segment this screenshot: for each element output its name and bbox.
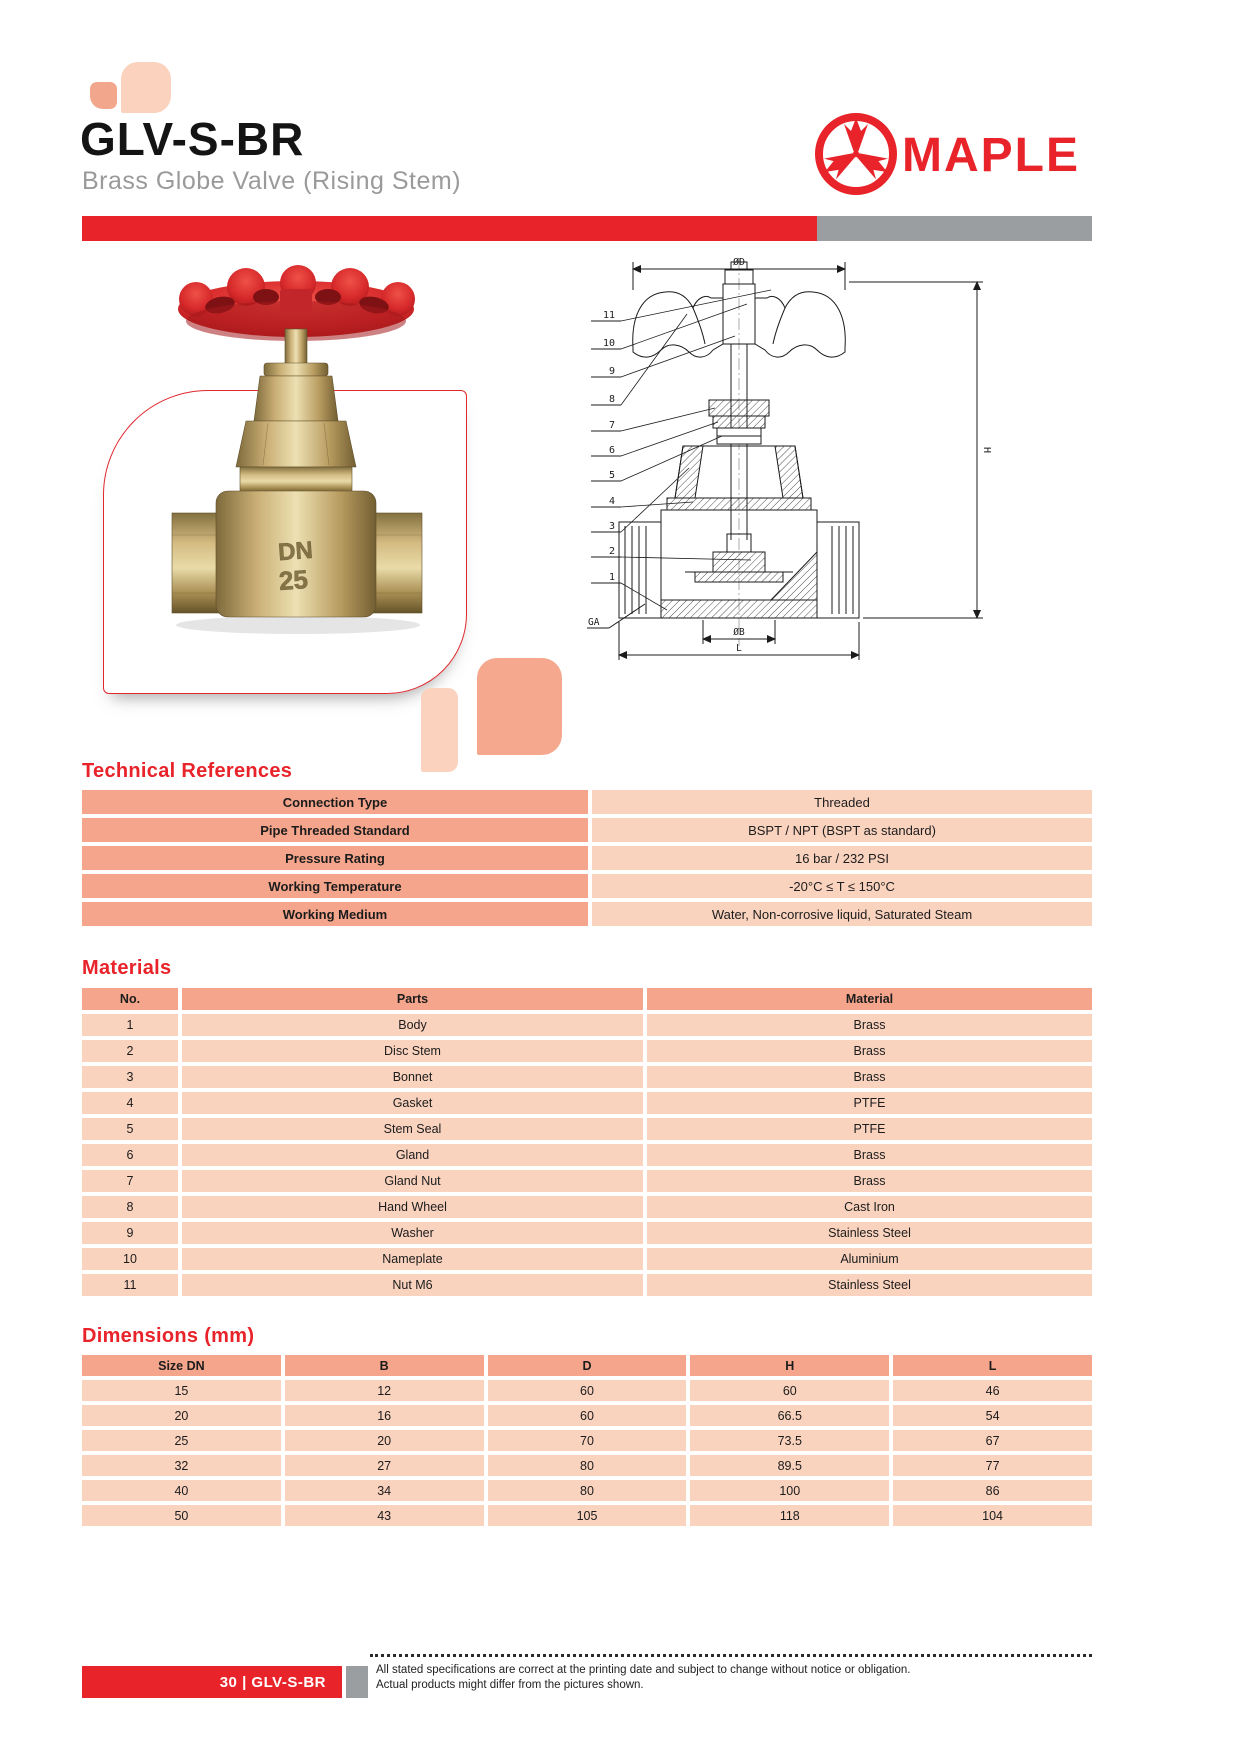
material-part: Bonnet <box>182 1066 643 1088</box>
column-header-d: D <box>488 1355 687 1376</box>
material-no: 8 <box>82 1196 178 1218</box>
table-header-row <box>82 988 1092 1010</box>
table-row <box>82 1014 1092 1036</box>
callout-number: 1 <box>608 572 615 583</box>
dim-label-b: ØB <box>733 627 745 638</box>
callout-leader-line <box>621 314 687 405</box>
spec-label: Working Temperature <box>82 874 588 898</box>
table-row <box>82 1455 1092 1476</box>
dimension-value: 60 <box>690 1380 889 1401</box>
material-no: 11 <box>82 1274 178 1296</box>
dimension-value: 27 <box>285 1455 484 1476</box>
callout-leader-line <box>621 304 747 349</box>
spec-label: Pressure Rating <box>82 846 588 870</box>
product-photo <box>158 263 436 641</box>
material-no: 6 <box>82 1144 178 1166</box>
technical-references-table <box>82 790 1092 930</box>
callout-number: 2 <box>608 546 615 557</box>
brand-name: MAPLE <box>902 129 1080 182</box>
callout-leader-line <box>621 583 667 610</box>
technical-references-heading: Technical References <box>82 760 293 782</box>
table-row <box>82 1430 1092 1451</box>
footer-gray-square <box>346 1666 368 1698</box>
table-header-row <box>82 1355 1092 1376</box>
brand-logo <box>812 108 1097 200</box>
dimension-value: 25 <box>82 1430 281 1451</box>
table-row <box>82 1118 1092 1140</box>
material-part: Stem Seal <box>182 1118 643 1140</box>
table-row <box>82 902 1092 926</box>
callout-leader-line <box>621 436 722 481</box>
dimension-value: 16 <box>285 1405 484 1426</box>
material-no: 5 <box>82 1118 178 1140</box>
callout-number: 4 <box>608 496 615 507</box>
material-no: 9 <box>82 1222 178 1244</box>
table-row <box>82 1196 1092 1218</box>
maple-logo-icon <box>812 108 1097 200</box>
callout-number: 7 <box>608 420 615 431</box>
table-row <box>82 1380 1092 1401</box>
dim-label-h: H <box>981 446 992 454</box>
material-name: Aluminium <box>647 1248 1092 1270</box>
dimension-value: 67 <box>893 1430 1092 1451</box>
dimension-value: 34 <box>285 1480 484 1501</box>
callout-number: 3 <box>608 521 615 532</box>
dimension-value: 80 <box>488 1480 687 1501</box>
material-no: 3 <box>82 1066 178 1088</box>
spec-label: Pipe Threaded Standard <box>82 818 588 842</box>
divider-bar-red <box>82 216 817 241</box>
material-no: 7 <box>82 1170 178 1192</box>
material-part: Disc Stem <box>182 1040 643 1062</box>
dimension-value: 104 <box>893 1505 1092 1526</box>
material-name: PTFE <box>647 1092 1092 1114</box>
column-header-b: B <box>285 1355 484 1376</box>
dimension-value: 105 <box>488 1505 687 1526</box>
material-name: PTFE <box>647 1118 1092 1140</box>
footer-dotted-line <box>370 1654 1092 1657</box>
material-name: Stainless Steel <box>647 1274 1092 1296</box>
material-part: Nameplate <box>182 1248 643 1270</box>
spec-value: Threaded <box>592 790 1092 814</box>
dimension-value: 100 <box>690 1480 889 1501</box>
material-part: Hand Wheel <box>182 1196 643 1218</box>
footer-disclaimer-line2: Actual products might differ from the pictures shown. <box>376 1679 644 1691</box>
dimension-value: 60 <box>488 1380 687 1401</box>
column-header-size-dn: Size DN <box>82 1355 281 1376</box>
table-row <box>82 818 1092 842</box>
page-title: GLV-S-BR <box>80 113 305 165</box>
spec-value: BSPT / NPT (BSPT as standard) <box>592 818 1092 842</box>
material-name: Brass <box>647 1014 1092 1036</box>
table-row <box>82 846 1092 870</box>
spec-value: -20°C ≤ T ≤ 150°C <box>592 874 1092 898</box>
material-name: Stainless Steel <box>647 1222 1092 1244</box>
material-part: Nut M6 <box>182 1274 643 1296</box>
table-row <box>82 1405 1092 1426</box>
material-part: Gland Nut <box>182 1170 643 1192</box>
footer-disclaimer-line1: All stated specifications are correct at the printing date and subject to change without notice or obligation. <box>376 1664 911 1676</box>
callout-number: 10 <box>602 338 615 349</box>
material-no: 2 <box>82 1040 178 1062</box>
table-row <box>82 1505 1092 1526</box>
table-row <box>82 1222 1092 1244</box>
material-part: Body <box>182 1014 643 1036</box>
spec-value: 16 bar / 232 PSI <box>592 846 1092 870</box>
callout-leader-line <box>621 408 715 431</box>
dimension-value: 46 <box>893 1380 1092 1401</box>
dim-label-d: ØD <box>732 257 746 268</box>
table-row <box>82 1144 1092 1166</box>
material-no: 10 <box>82 1248 178 1270</box>
technical-drawing <box>575 252 995 664</box>
dimension-value: 66.5 <box>690 1405 889 1426</box>
table-row <box>82 790 1092 814</box>
material-part: Gasket <box>182 1092 643 1114</box>
column-header-material: Material <box>647 988 1092 1010</box>
column-header-parts: Parts <box>182 988 643 1010</box>
table-row <box>82 874 1092 898</box>
dimension-value: 50 <box>82 1505 281 1526</box>
decor-square-small-top <box>90 82 117 109</box>
table-row <box>82 1040 1092 1062</box>
dimension-value: 20 <box>285 1430 484 1451</box>
dimension-value: 40 <box>82 1480 281 1501</box>
dimension-value: 80 <box>488 1455 687 1476</box>
embossed-size: 25 <box>277 564 309 596</box>
materials-heading: Materials <box>82 957 172 979</box>
dimensions-heading: Dimensions (mm) <box>82 1325 255 1347</box>
material-name: Brass <box>647 1144 1092 1166</box>
decor-square-small-bottom <box>421 688 458 772</box>
dim-label-l: L <box>736 643 742 654</box>
footer-page-label: 30 | GLV-S-BR <box>82 1666 342 1698</box>
dimension-value: 43 <box>285 1505 484 1526</box>
table-row <box>82 1092 1092 1114</box>
materials-table <box>82 988 1092 1300</box>
valve-body <box>172 491 422 617</box>
spec-label: Connection Type <box>82 790 588 814</box>
callout-number: 5 <box>608 470 615 481</box>
callout-number: 11 <box>602 310 615 321</box>
column-header-l: L <box>893 1355 1092 1376</box>
callout-number: 8 <box>608 394 615 405</box>
callout-leader-line <box>621 336 735 377</box>
dimension-value: 77 <box>893 1455 1092 1476</box>
dimension-value: 60 <box>488 1405 687 1426</box>
dimension-value: 54 <box>893 1405 1092 1426</box>
dimension-value: 89.5 <box>690 1455 889 1476</box>
dim-label-ga: GA <box>588 617 600 628</box>
dimensions-table <box>82 1355 1092 1530</box>
column-header-h: H <box>690 1355 889 1376</box>
footer-disclaimer <box>376 1663 910 1693</box>
table-row <box>82 1274 1092 1296</box>
material-name: Brass <box>647 1170 1092 1192</box>
material-part: Washer <box>182 1222 643 1244</box>
table-row <box>82 1248 1092 1270</box>
page-subtitle: Brass Globe Valve (Rising Stem) <box>82 167 462 195</box>
decor-square-large-top <box>121 62 171 113</box>
spec-label: Working Medium <box>82 902 588 926</box>
callout-number: 9 <box>608 366 615 377</box>
dimension-value: 32 <box>82 1455 281 1476</box>
dimension-value: 12 <box>285 1380 484 1401</box>
material-name: Brass <box>647 1040 1092 1062</box>
table-row <box>82 1066 1092 1088</box>
material-name: Brass <box>647 1066 1092 1088</box>
spec-value: Water, Non-corrosive liquid, Saturated Steam <box>592 902 1092 926</box>
dimension-value: 73.5 <box>690 1430 889 1451</box>
column-header-no: No. <box>82 988 178 1010</box>
dimension-value: 20 <box>82 1405 281 1426</box>
dimension-value: 15 <box>82 1380 281 1401</box>
decor-square-large-bottom <box>477 658 562 755</box>
divider-bar-gray <box>817 216 1092 241</box>
embossed-dn: DN <box>277 536 314 567</box>
material-no: 1 <box>82 1014 178 1036</box>
callout-number: 6 <box>608 445 615 456</box>
dimension-value: 118 <box>690 1505 889 1526</box>
dimension-value: 86 <box>893 1480 1092 1501</box>
valve-bonnet <box>236 329 356 493</box>
material-no: 4 <box>82 1092 178 1114</box>
table-row <box>82 1480 1092 1501</box>
material-name: Cast Iron <box>647 1196 1092 1218</box>
material-part: Gland <box>182 1144 643 1166</box>
table-row <box>82 1170 1092 1192</box>
dimension-value: 70 <box>488 1430 687 1451</box>
